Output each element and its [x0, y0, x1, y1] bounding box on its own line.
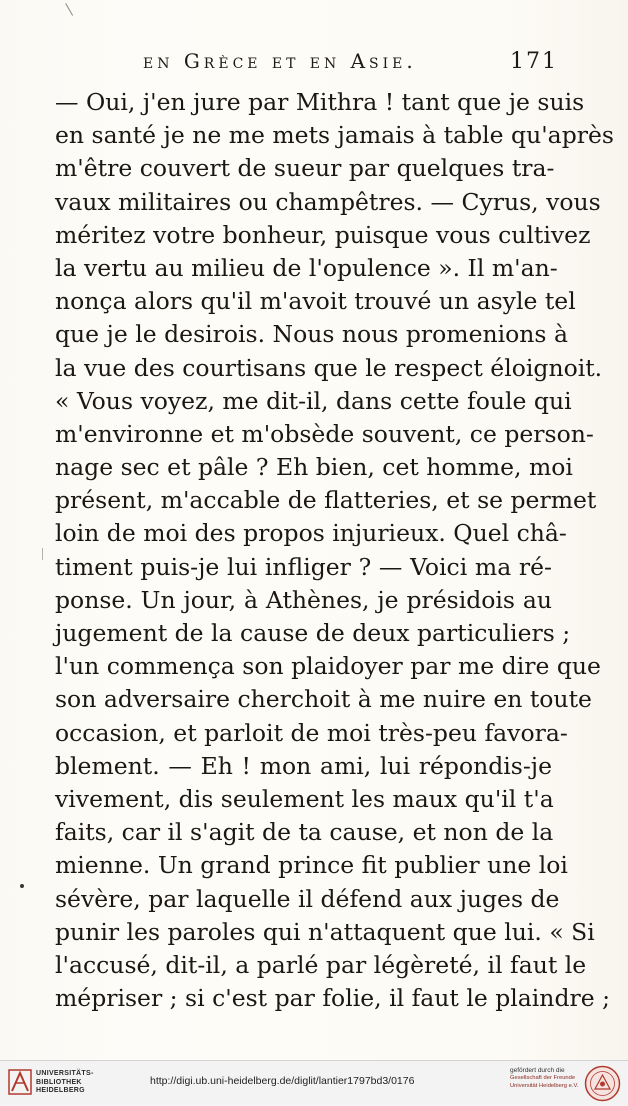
text-line: la vertu au milieu de l'opulence ». Il m'an- — [55, 253, 558, 282]
margin-mark — [42, 548, 43, 560]
text-line: nage sec et pâle ? Eh bien, cet homme, moi — [55, 453, 573, 482]
text-line: nonça alors qu'il m'avoit trouvé un asyle tel — [55, 287, 576, 316]
text-line: timent puis-je lui infliger ? — Voici ma ré- — [55, 552, 552, 581]
university-seal-icon[interactable] — [584, 1065, 621, 1102]
text-line: ponse. Un jour, à Athènes, je présidois au — [55, 585, 552, 614]
text-line: vivement, dis seulement les maux qu'il t'a — [55, 784, 554, 813]
text-line: son adversaire cherchoit à me nuire en toute — [55, 685, 592, 714]
text-line: que je le desirois. Nous nous promenions à — [55, 320, 568, 349]
digitization-footer — [0, 1060, 628, 1106]
text-line: jugement de la cause de deux particuliers ; — [55, 619, 571, 647]
funding-org-line: Gesellschaft der Freunde — [510, 1075, 576, 1081]
text-line: blement. — Eh ! mon ami, lui répondis-je — [55, 751, 552, 780]
text-line: l'un commença son plaidoyer par me dire que — [55, 652, 601, 681]
funding-credit — [510, 1066, 590, 1090]
ink-mark — [65, 0, 82, 16]
margin-dot — [20, 884, 24, 888]
text-line: vaux militaires ou champêtres. — Cyrus, vous — [55, 187, 601, 216]
text-line: l'accusé, dit-il, a parlé par légèreté, il faut le — [55, 950, 587, 979]
text-line: sévère, par laquelle il défend aux juges de — [55, 884, 560, 913]
library-name-line: HEIDELBERG — [36, 1087, 85, 1094]
text-line: punir les paroles qui n'attaquent que lui. « Si — [55, 917, 595, 946]
text-line: m'environne et m'obsède souvent, ce person- — [55, 419, 594, 448]
body-text — [55, 86, 614, 1015]
text-line: m'être couvert de sueur par quelques tra- — [55, 154, 555, 183]
permalink-url[interactable]: http://digi.ub.uni-heidelberg.de/diglit/lantier1797bd3/0176 — [150, 1075, 415, 1087]
text-line: occasion, et parloit de moi très-peu favora- — [55, 718, 568, 747]
funding-org-line: Universität Heidelberg e.V. — [510, 1082, 579, 1089]
text-line: en santé je ne me mets jamais à table qu'après — [55, 121, 614, 150]
text-line: la vue des courtisans que le respect éloignoit. — [55, 353, 603, 382]
library-name[interactable] — [36, 1070, 106, 1096]
text-line: « Vous voyez, me dit-il, dans cette foule qui — [55, 386, 572, 415]
running-head: en Grèce et en Asie. — [143, 49, 417, 73]
library-logo-icon[interactable] — [8, 1069, 32, 1095]
text-line: loin de moi des propos injurieux. Quel châ- — [55, 519, 567, 548]
library-name-line: UNIVERSITÄTS- — [36, 1070, 94, 1077]
text-line: méritez votre bonheur, puisque vous cultivez — [55, 220, 591, 249]
page-number: 171 — [510, 49, 558, 74]
text-line: mienne. Un grand prince fit publier une loi — [55, 851, 568, 880]
library-name-line: BIBLIOTHEK — [36, 1078, 82, 1086]
text-line: — Oui, j'en jure par Mithra ! tant que je suis — [55, 88, 585, 116]
funded-label: gefördert durch die — [510, 1067, 565, 1074]
text-line: présent, m'accable de flatteries, et se permet — [55, 486, 597, 515]
text-line: mépriser ; si c'est par folie, il faut le plaindre ; — [55, 984, 611, 1013]
text-line: faits, car il s'agit de ta cause, et non de la — [55, 818, 554, 847]
